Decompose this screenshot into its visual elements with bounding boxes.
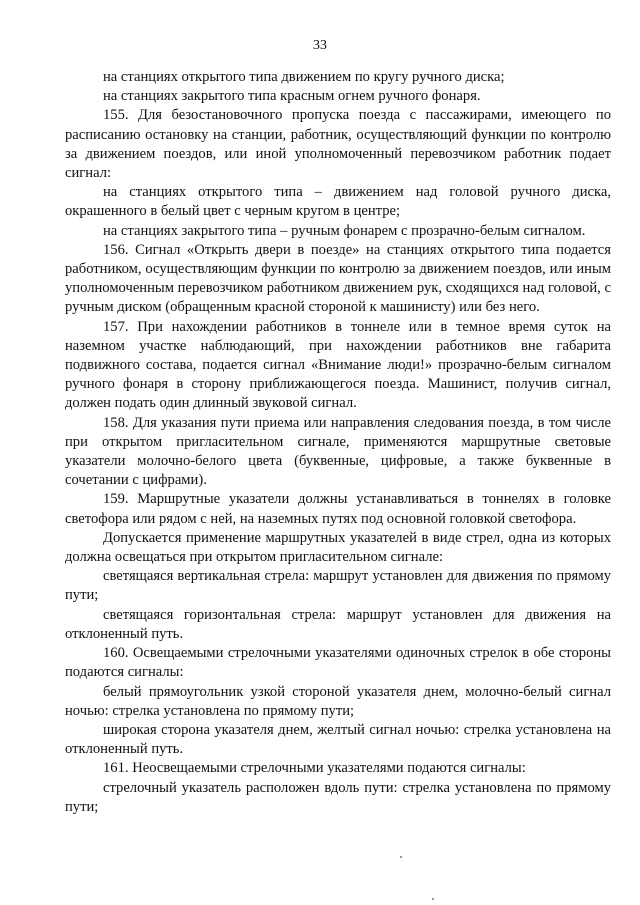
paragraph: белый прямоугольник узкой стороной указателя днем, молочно-белый сигнал ночью: стрелка установлена по прямому пути;	[65, 683, 611, 719]
paragraph: на станциях открытого типа движением по кругу ручного диска;	[103, 69, 505, 85]
paragraph: светящаяся вертикальная стрела: маршрут установлен для движения по прямому пути;	[65, 568, 611, 604]
paragraph: светящаяся горизонтальная стрела: маршрут установлен для движения на отклоненный путь.	[65, 606, 611, 642]
scan-speck	[400, 856, 402, 858]
paragraph: на станциях закрытого типа красным огнем ручного фонаря.	[103, 88, 481, 105]
document-body	[65, 68, 611, 817]
paragraph: Допускается применение маршрутных указателей в виде стрел, одна из которых должна освещаться при открытом пригласительном сигнале:	[65, 529, 611, 566]
page-number: 33	[313, 38, 327, 53]
paragraph: 155. Для безостановочного пропуска поезда с пассажирами, имеющего по расписанию остановку на станции, работник, осуществляющий функции по контролю за движением поездов, или иной уполномоченный перевозчиком работник подает сигнал:	[65, 107, 611, 182]
paragraph: 157. При нахождении работников в тоннеле или в темное время суток на наземном участке наблюдающий, при нахождении работников вне габарита подвижного состава, подается сигнал «Внимание люди!» прозрачно-белым сигналом ручного фонаря в сторону приближающегося поезда. Машинист, получив сигнал, должен подать один длинный звуковой сигнал.	[65, 318, 611, 412]
paragraph: на станциях открытого типа – движением над головой ручного диска, окрашенного в белый цвет с черным кругом в центре;	[65, 184, 611, 220]
paragraph: 161. Неосвещаемыми стрелочными указателями подаются сигналы:	[103, 760, 526, 777]
scan-speck	[432, 898, 434, 900]
paragraph: 159. Маршрутные указатели должны устанавливаться в тоннелях в головке светофора или рядом с ней, на наземных путях под основной головкой светофора.	[65, 491, 611, 527]
paragraph: широкая сторона указателя днем, желтый сигнал ночью: стрелка установлена на отклоненный путь.	[65, 721, 611, 758]
paragraph: на станциях закрытого типа – ручным фонарем с прозрачно-белым сигналом.	[103, 222, 586, 239]
paragraph: стрелочный указатель расположен вдоль пути: стрелка установлена по прямому пути;	[65, 779, 611, 815]
paragraph: 156. Сигнал «Открыть двери в поезде» на станциях открытого типа подается работником, осуществляющим функции по контролю за движением поездов, или иным уполномоченным перевозчиком работником движением рук, сходящихся над головой, с ручным диском (обращенным красной стороной к машинисту) или без него.	[65, 241, 611, 316]
paragraph: 158. Для указания пути приема или направления следования поезда, в том числе при открытом пригласительном сигнале, применяются маршрутные световые указатели молочно-белого цвета (буквенные, цифровые, а также буквенные в сочетании с цифрами).	[65, 414, 611, 489]
paragraph: 160. Освещаемыми стрелочными указателями одиночных стрелок в обе стороны подаются сигналы:	[65, 645, 611, 681]
